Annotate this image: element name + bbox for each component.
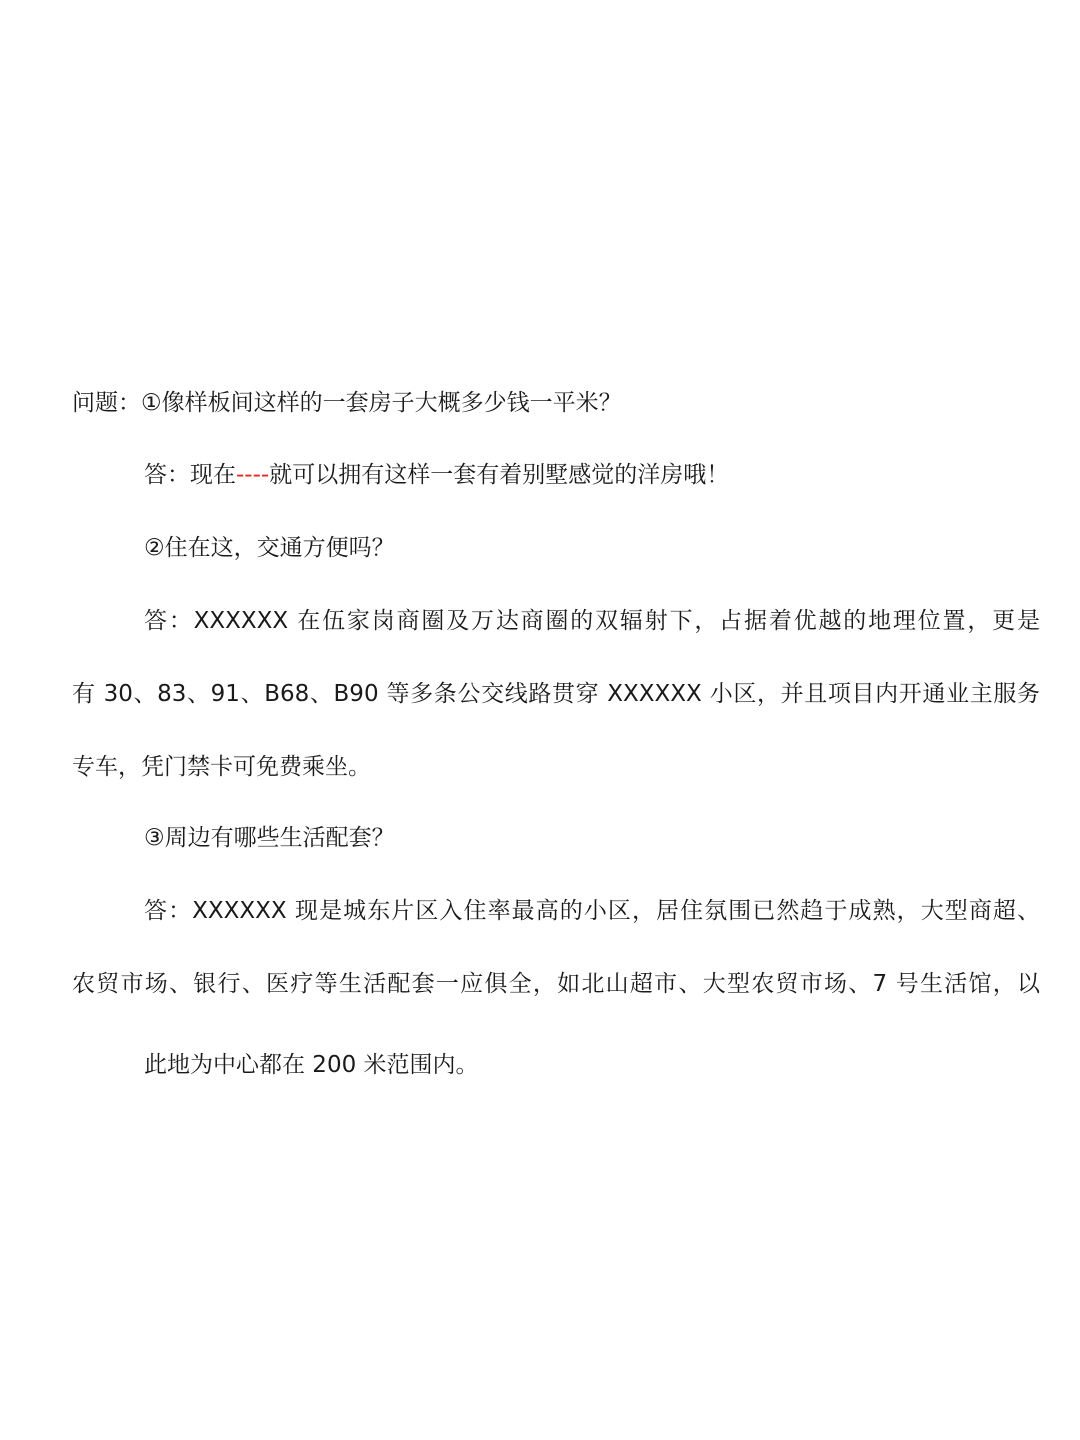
question-3: ③周边有哪些生活配套？ [144,825,395,851]
answer-1-prefix: 答：现在 [144,462,236,488]
answer-1 [144,460,729,490]
answer-2-line-1: 答：XXXXXX 在伍家岗商圈及万达商圈的双辐射下，占据着优越的地理位置，更是 [144,608,1040,634]
answer-1-suffix: 就可以拥有这样一套有着别墅感觉的洋房哦！ [269,462,730,488]
answer-1-blank: ---- [236,462,270,488]
question-2: ②住在这，交通方便吗？ [144,535,395,561]
answer-2-line-3: 专车，凭门禁卡可免费乘坐。 [72,754,371,780]
answer-2-line-2: 有 30、83、91、B68、B90 等多条公交线路贯穿 XXXXXX 小区，并且项目内开通业主服务 [72,681,1040,707]
answer-3-line-2: 农贸市场、银行、医疗等生活配套一应俱全，如北山超市、大型农贸市场、7 号生活馆，以 [72,971,1040,997]
answer-3-line-3: 此地为中心都在 200 米范围内。 [144,1052,479,1078]
question-1: 问题：①像样板间这样的一套房子大概多少钱一平米？ [72,390,622,416]
answer-3-line-1: 答：XXXXXX 现是城东片区入住率最高的小区，居住氛围已然趋于成熟，大型商超、 [144,898,1040,924]
